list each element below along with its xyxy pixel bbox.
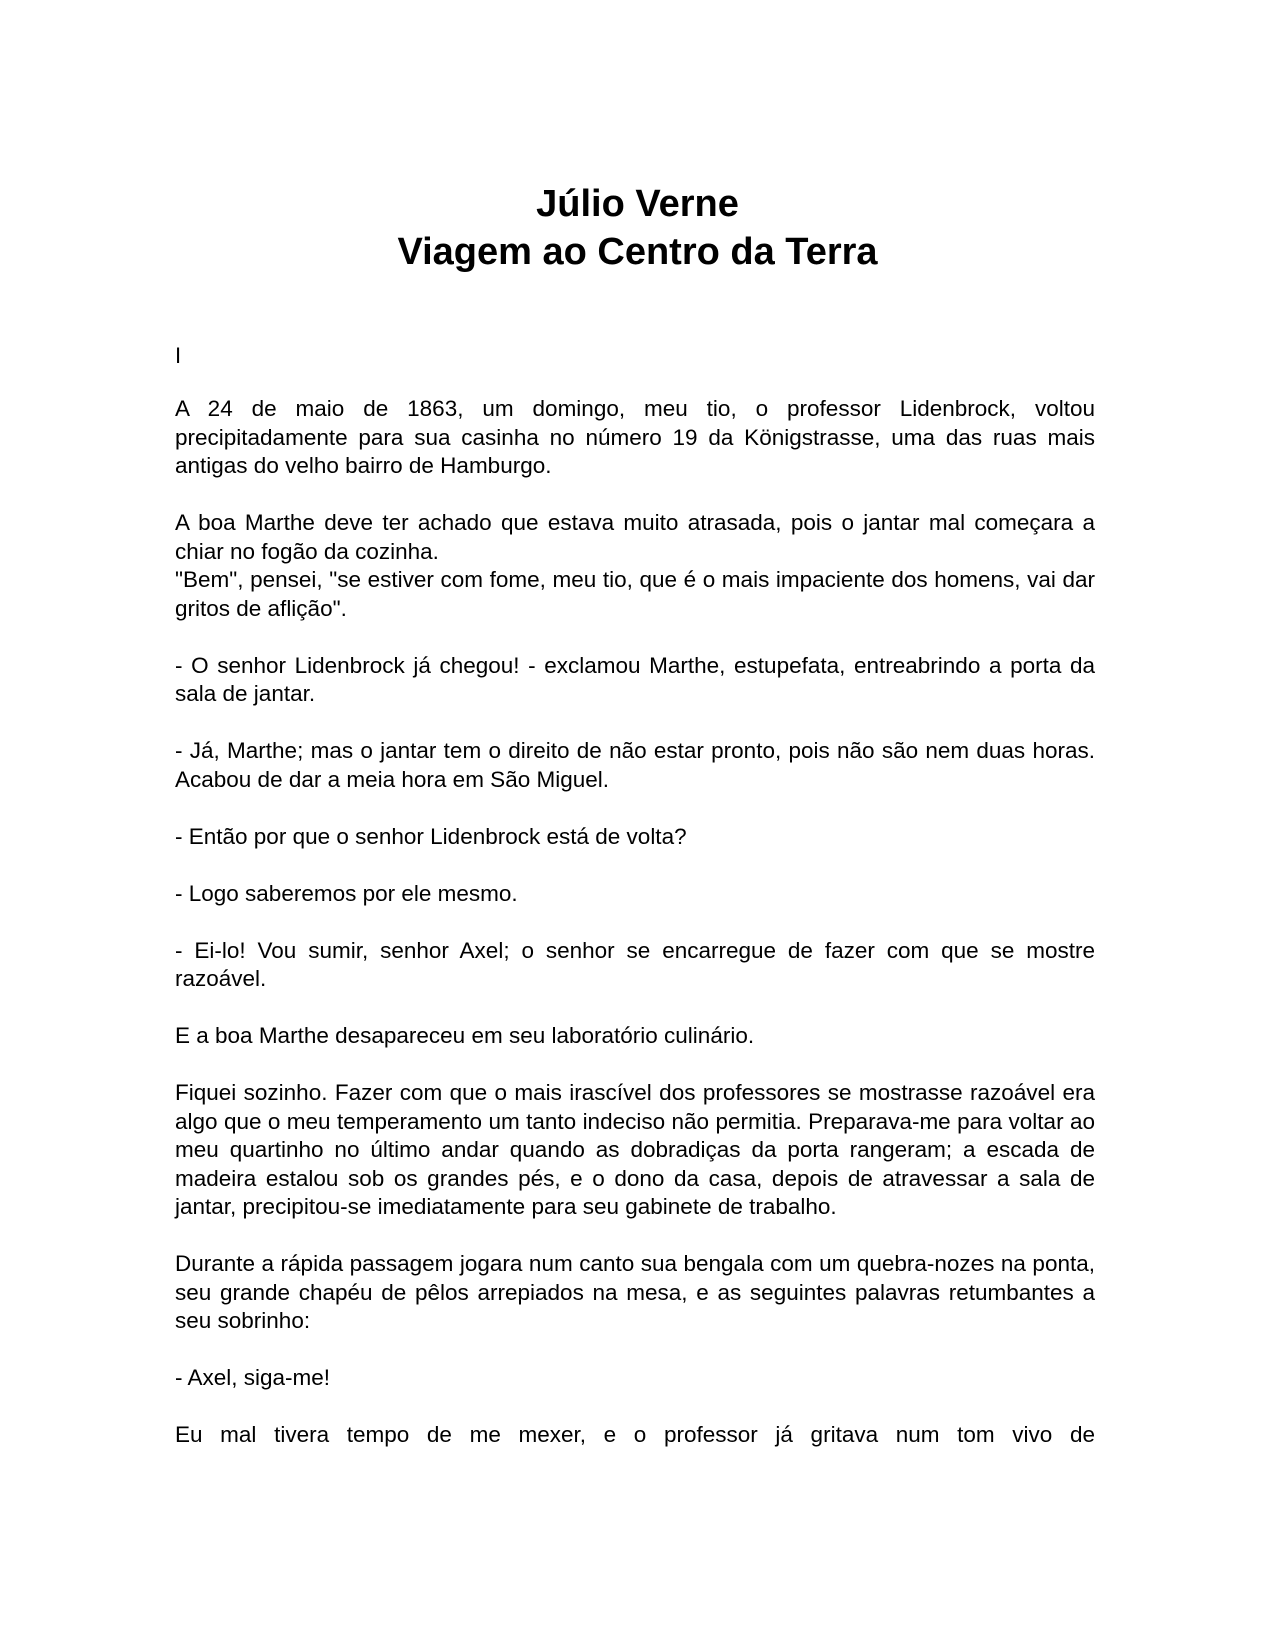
paragraph — [175, 737, 1095, 794]
paragraph — [175, 823, 1095, 852]
document-title-block — [0, 180, 1275, 276]
paragraph — [175, 509, 1095, 623]
paragraph-line: - Então por que o senhor Lidenbrock está de volta? — [175, 823, 687, 849]
paragraph-continued — [175, 1421, 1095, 1450]
paragraph-line: Durante a rápida passagem jogara num canto sua bengala com um quebra-nozes na ponta, seu grande chapéu de pêlos arrepiados na mesa, e as seguintes palavras retumbantes a seu sobrinho: — [175, 1251, 1095, 1333]
paragraph — [175, 1364, 1095, 1393]
paragraph-line: A boa Marthe deve ter achado que estava muito atrasada, pois o jantar mal começara a chiar no fogão da cozinha. — [175, 510, 1095, 564]
paragraph-line: "Bem", pensei, "se estiver com fome, meu tio, que é o mais impaciente dos homens, vai dar gritos de aflição". — [175, 567, 1095, 621]
paragraph-line: A 24 de maio de 1863, um domingo, meu tio, o professor Lidenbrock, voltou precipitadamente para sua casinha no número 19 da Königstrasse, uma das ruas mais antigas do velho bairro de Hamburgo. — [175, 396, 1095, 478]
paragraph — [175, 1079, 1095, 1222]
paragraph-line: - Axel, siga-me! — [175, 1365, 331, 1390]
chapter-number: I — [175, 343, 182, 368]
paragraph-line: - Logo saberemos por ele mesmo. — [175, 880, 518, 906]
paragraph-line: Fiquei sozinho. Fazer com que o mais irascível dos professores se mostrasse razoável era algo que o meu temperamento um tanto indeciso não permitia. Preparava-me para voltar ao meu quartinho no último andar quando as dobradiças da porta rangeram; a escada de madeira estalou sob os grandes pés, e o dono da casa, depois de atravessar a sala de jantar, precipitou-se imediatamente para seu gabinete de trabalho. — [175, 1080, 1095, 1219]
paragraph-line: - Já, Marthe; mas o jantar tem o direito de não estar pronto, pois não são nem duas horas. Acabou de dar a meia hora em São Miguel. — [175, 738, 1095, 792]
author-name: Júlio Verne — [536, 183, 739, 225]
paragraph-line: - Ei-lo! Vou sumir, senhor Axel; o senhor se encarregue de fazer com que se mostre razoável. — [175, 937, 1095, 991]
paragraph-line: - O senhor Lidenbrock já chegou! - exclamou Marthe, estupefata, entreabrindo a porta da sala de jantar. — [175, 652, 1095, 706]
paragraph — [175, 937, 1095, 994]
paragraph — [175, 880, 1095, 909]
paragraph-line: Eu mal tivera tempo de me mexer, e o professor já gritava num tom vivo de — [175, 1422, 1095, 1447]
paragraph — [175, 395, 1095, 481]
body-text — [175, 395, 1095, 1450]
paragraph — [175, 652, 1095, 709]
paragraph — [175, 1250, 1095, 1336]
paragraph — [175, 1022, 1095, 1051]
book-title: Viagem ao Centro da Terra — [397, 231, 878, 273]
paragraph-line: E a boa Marthe desapareceu em seu laboratório culinário. — [175, 1023, 755, 1048]
